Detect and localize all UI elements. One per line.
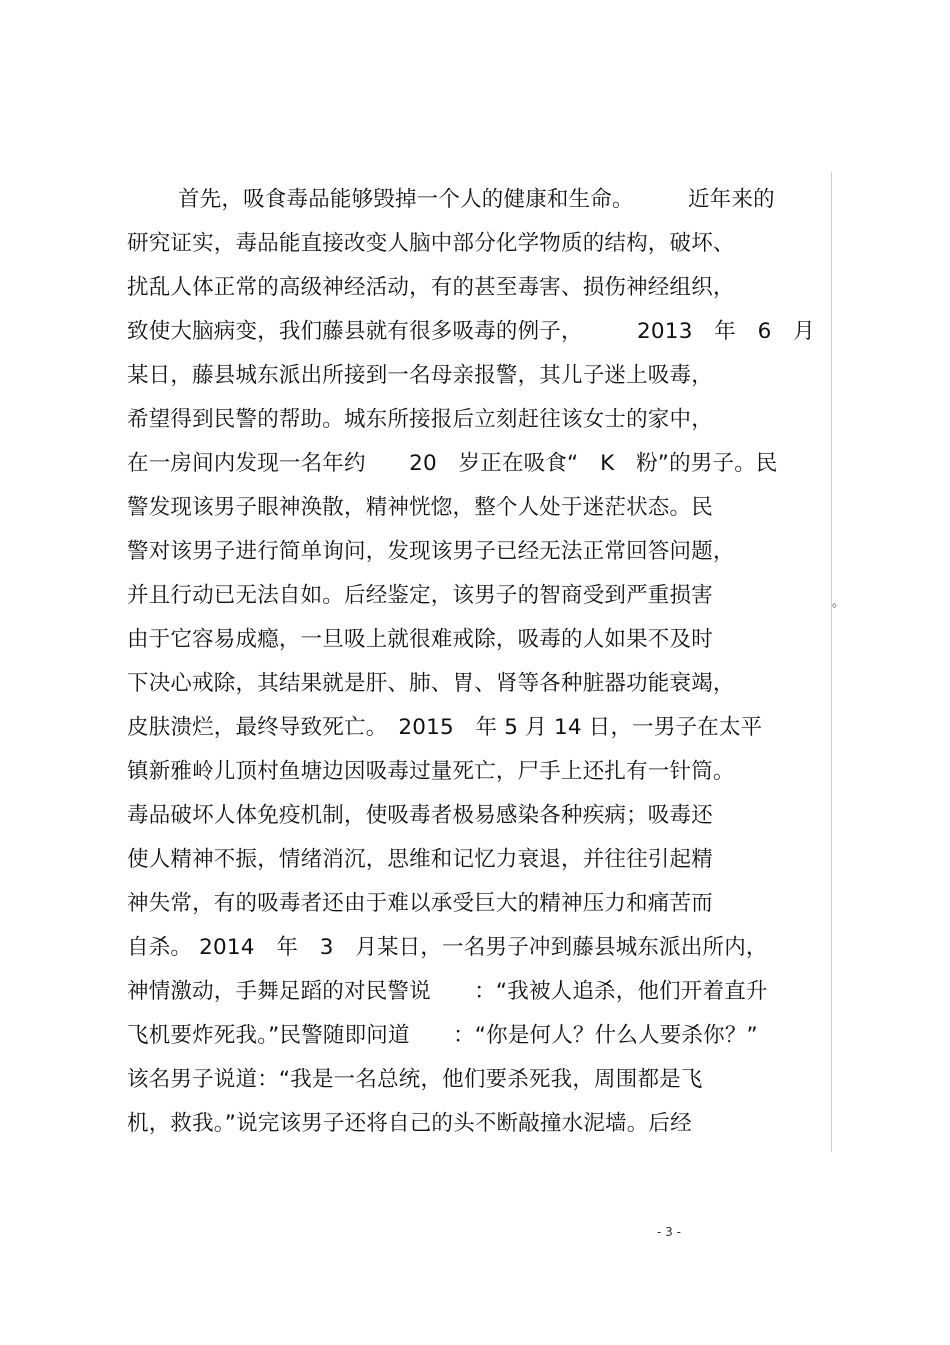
paragraph-line: 皮肤溃烂，最终导致死亡。 2015 年 5 月 14 日，一男子在太平: [127, 715, 763, 740]
paragraph-line-first: 首先，吸食毒品能够毁掉一个人的健康和生命。 近年来的: [178, 187, 775, 212]
paragraph-line: 由于它容易成瘾，一旦吸上就很难戒除，吸毒的人如果不及时: [127, 627, 713, 652]
stray-period-mark: 。: [832, 595, 846, 610]
paragraph-line: 希望得到民警的帮助。城东所接报后立刻赶往该女士的家中，: [127, 407, 713, 432]
body-text: [127, 183, 827, 1151]
paragraph-line: 该名男子说道：“我是一名总统，他们要杀死我，周围都是飞: [127, 1067, 703, 1092]
paragraph-line: 下决心戒除，其结果就是肝、肺、胃、肾等各种脏器功能衰竭，: [127, 671, 735, 696]
paragraph-line: 神失常，有的吸毒者还由于难以承受巨大的精神压力和痛苦而: [127, 891, 713, 916]
paragraph-line: 扰乱人体正常的高级神经活动，有的甚至毒害、损伤神经组织，: [127, 275, 735, 300]
paragraph-line: 致使大脑病变，我们藤县就有很多吸毒的例子， 2013 年 6 月: [127, 319, 815, 344]
page-number: - 3 -: [657, 1225, 681, 1239]
paragraph-line: 自杀。 2014 年 3 月某日，一名男子冲到藤县城东派出所内，: [127, 935, 768, 960]
paragraph-line: 机，救我。”说完该男子还将自己的头不断敲撞水泥墙。后经: [127, 1111, 692, 1136]
paragraph-line: 某日，藤县城东派出所接到一名母亲报警，其儿子迷上吸毒，: [127, 363, 713, 388]
paragraph-line: 并且行动已无法自如。后经鉴定，该男子的智商受到严重损害: [127, 583, 713, 608]
paragraph-line: 使人精神不振，情绪消沉，思维和记忆力衰退，并往往引起精: [127, 847, 713, 872]
paragraph-line: 神情激动，手舞足蹈的对民警说 ：“我被人追杀，他们开着直升: [127, 979, 768, 1004]
paragraph-line: 警对该男子进行简单询问，发现该男子已经无法正常回答问题，: [127, 539, 735, 564]
paragraph-line: 飞机要炸死我。”民警随即问道 ：“你是何人？什么人要杀你？”: [127, 1023, 758, 1048]
paragraph-line: 镇新雅岭儿顶村鱼塘边因吸毒过量死亡，尸手上还扎有一针筒。: [127, 759, 735, 784]
right-margin-rule: [831, 172, 832, 1152]
paragraph-line: 毒品破坏人体免疫机制，使吸毒者极易感染各种疾病；吸毒还: [127, 803, 713, 828]
paragraph-line: 研究证实，毒品能直接改变人脑中部分化学物质的结构，破坏、: [127, 231, 735, 256]
paragraph-line: 警发现该男子眼神涣散，精神恍惚，整个人处于迷茫状态。民: [127, 495, 713, 520]
paragraph-line: 在一房间内发现一名年约 20 岁正在吸食“ K 粉”的男子。民: [127, 451, 778, 476]
